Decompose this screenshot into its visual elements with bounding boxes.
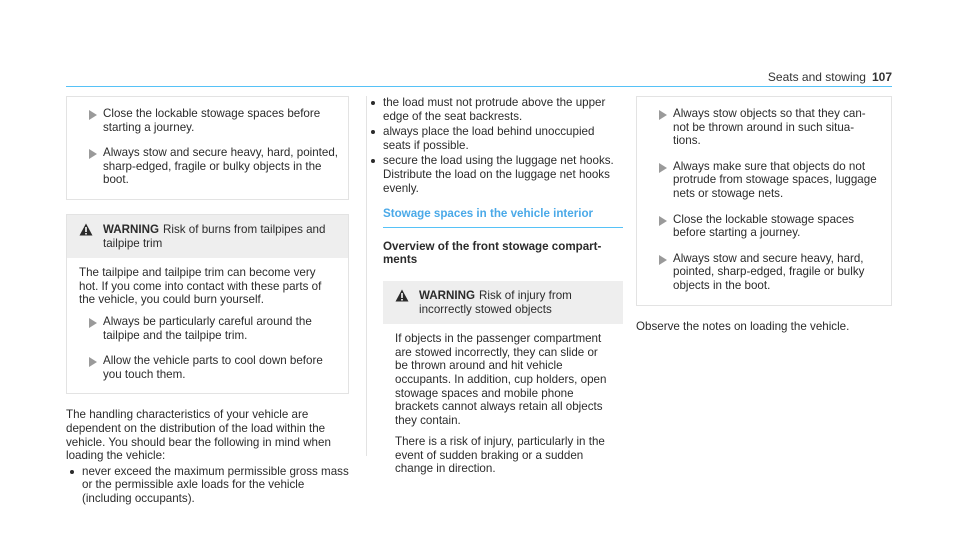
- list-item: Always make sure that objects do not protrude from stowage spaces, luggage nets or stowage nets.: [637, 160, 881, 201]
- list-item: always place the load behind unoccupied seats if possible.: [367, 125, 623, 152]
- list-item: the load must not protrude above the upper edge of the seat backrests.: [367, 96, 623, 123]
- bullet-dot: [371, 101, 375, 105]
- bullet-box: [636, 96, 892, 306]
- header-rule: [66, 86, 892, 87]
- bullet-box: [66, 96, 349, 200]
- warning-box: [66, 214, 349, 394]
- bullet-dot: [371, 159, 375, 163]
- play-icon: [659, 216, 667, 226]
- warning-header: [383, 281, 623, 324]
- warning-text: Risk of injury from incorrectly stowed objects: [419, 288, 572, 316]
- column-2: [366, 96, 623, 476]
- list-item: Always stow objects so that they can-not be thrown around in such situa-tions.: [637, 107, 881, 148]
- play-icon: [89, 110, 97, 120]
- list-item: secure the load using the luggage net hooks. Distribute the load on the luggage net hooks evenly.: [367, 154, 623, 195]
- bullet-dot: [371, 130, 375, 134]
- warning-title: WARNING: [419, 288, 476, 302]
- play-icon: [659, 110, 667, 120]
- subsection-title: Overview of the front stowage compart-ments: [383, 239, 602, 267]
- column-3: [636, 96, 892, 333]
- paragraph: The handling characteristics of your vehicle are dependent on the distribution of the load within the vehicle. You should bear the following in mind when loading the vehicle:: [66, 408, 331, 463]
- loading-text: [66, 408, 349, 505]
- bullet-dot: [70, 470, 74, 474]
- warning-header: [67, 215, 348, 258]
- list-item: Allow the vehicle parts to cool down before you touch them.: [67, 354, 338, 381]
- warning-body: The tailpipe and tailpipe trim can become very hot. If you come into contact with these parts of the vehicle, you could burn yourself.: [79, 266, 322, 307]
- warning-text: Risk of burns from tailpipes and tailpipe trim: [103, 222, 326, 250]
- warning-triangle-icon: [79, 223, 93, 236]
- play-icon: [89, 149, 97, 159]
- list-item: Always stow and secure heavy, hard, pointed, sharp-edged, fragile or bulky objects in the boot.: [637, 252, 881, 293]
- play-icon: [89, 318, 97, 328]
- warning-body: If objects in the passenger compartment are stowed incorrectly, they can slide or be thrown around and hit vehicle occupants. In addition, cup holders, open stowage spaces and mobile phone brackets cannot always retain all objects they contain. There is a risk of injury, particularly in the event of sudden braking or a sudden change in direction.: [395, 332, 607, 476]
- list-item: Always be particularly careful around the tailpipe and the tailpipe trim.: [67, 315, 338, 342]
- dot-list: [66, 465, 349, 506]
- warning-triangle-icon: [395, 289, 409, 302]
- warning-box: [383, 281, 623, 476]
- play-icon: [659, 255, 667, 265]
- column-1: [66, 96, 349, 507]
- list-item: Close the lockable stowage spaces before starting a journey.: [67, 107, 338, 134]
- dot-list: [367, 96, 623, 195]
- warning-title: WARNING: [103, 222, 160, 236]
- page-number: 107: [871, 70, 892, 84]
- play-icon: [89, 357, 97, 367]
- list-item: Always stow and secure heavy, hard, pointed, sharp-edged, fragile or bulky objects in the boot.: [67, 146, 338, 187]
- section-name: Seats and stowing: [767, 70, 866, 84]
- list-item: never exceed the maximum permissible gross mass or the permissible axle loads for the vehicle (including occupants).: [66, 465, 349, 506]
- play-icon: [659, 163, 667, 173]
- running-head: [768, 70, 892, 84]
- list-item: Close the lockable stowage spaces before starting a journey.: [637, 213, 881, 240]
- note-text: Observe the notes on loading the vehicle.: [636, 319, 850, 333]
- section-title: Stowage spaces in the vehicle interior: [383, 207, 623, 228]
